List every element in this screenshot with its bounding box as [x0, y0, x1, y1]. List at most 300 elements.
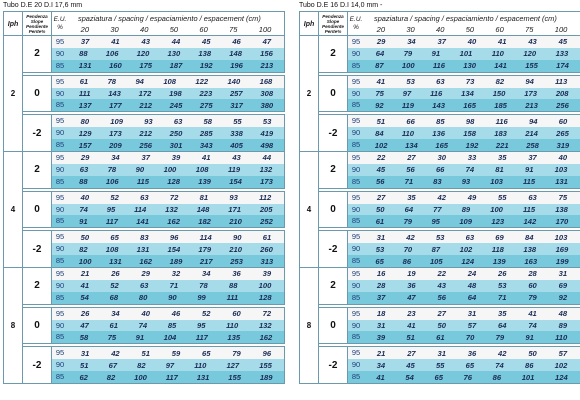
flow-value: 165: [435, 140, 449, 150]
spacing-cm: 60: [495, 25, 504, 34]
flow-value: 111: [78, 89, 91, 98]
eu-column: [52, 36, 69, 73]
slope-block-row: [4, 115, 285, 152]
flow-value: 143: [432, 100, 445, 110]
flow-value: 154: [167, 244, 181, 254]
iph-label: Iph: [303, 21, 315, 28]
flow-value: 59: [171, 348, 181, 358]
eu-value: 90: [348, 127, 364, 139]
flow-value: 100: [401, 61, 415, 71]
flow-value: 163: [524, 256, 538, 266]
table-row: [68, 176, 284, 188]
flow-value: 124: [461, 256, 475, 266]
flow-value: 97: [165, 360, 175, 370]
eu-value: 95: [348, 347, 364, 359]
table-row: [364, 255, 580, 267]
flow-value: 313: [260, 256, 274, 266]
flow-value: 115: [136, 177, 149, 187]
flow-value: 139: [492, 256, 506, 266]
flow-value: 100: [78, 256, 92, 266]
flow-value: 71: [169, 281, 179, 291]
slope-block-row: [4, 191, 285, 228]
flow-value: 64: [498, 321, 507, 331]
flow-value: 168: [259, 77, 273, 87]
eu-column: [52, 191, 69, 228]
flow-value: 199: [555, 256, 569, 266]
flow-value: 319: [556, 140, 570, 150]
flow-value: 24: [467, 269, 477, 279]
flow-value: 61: [109, 321, 118, 331]
slope-block-row: [4, 307, 285, 344]
eu-value: 90: [348, 88, 364, 100]
flow-value: 132: [259, 165, 273, 175]
slope-value: 0: [23, 191, 52, 228]
flow-value: 33: [467, 153, 477, 163]
eu-value: 95: [348, 115, 364, 127]
eu-value: 90: [52, 280, 68, 292]
flow-value: 72: [169, 193, 179, 203]
flow-value: 123: [491, 216, 505, 226]
flow-value: 46: [232, 37, 241, 47]
slope-block-row: [4, 347, 285, 384]
flow-value: 103: [554, 232, 568, 242]
flow-value: 131: [78, 61, 92, 71]
flow-value: 35: [498, 153, 507, 163]
values-column: [68, 36, 285, 73]
eu-value: 85: [52, 99, 68, 111]
flow-value: 80: [138, 293, 148, 303]
eu-value: 95: [52, 192, 68, 204]
flow-value: 18: [376, 309, 386, 319]
flow-value: 317: [230, 100, 243, 110]
eu-value: 90: [52, 320, 68, 332]
flow-value: 55: [435, 360, 445, 370]
eu-value: 90: [52, 88, 68, 100]
flow-value: 63: [528, 193, 537, 203]
eu-column: [348, 268, 365, 305]
flow-value: 133: [555, 49, 569, 59]
flow-value: 209: [109, 140, 122, 150]
flow-value: 87: [431, 244, 441, 254]
slope-block-row: [4, 231, 285, 268]
flow-value: 57: [558, 348, 568, 358]
flow-value: 62: [79, 372, 88, 382]
values-column: [364, 347, 580, 384]
flow-value: 155: [259, 360, 272, 370]
flow-value: 43: [232, 153, 241, 163]
flow-value: 130: [463, 61, 476, 71]
slope-value: 2: [23, 152, 52, 189]
flow-value: 101: [521, 372, 535, 382]
values-column: [68, 75, 285, 112]
iph-label: Iph: [7, 21, 19, 28]
flow-value: 90: [233, 232, 242, 242]
table-row: [68, 99, 284, 111]
values-column: [68, 231, 285, 268]
flow-value: 57: [467, 321, 477, 331]
eu-value: 85: [52, 215, 68, 227]
flow-value: 36: [232, 269, 241, 279]
spacing-cm: 60: [199, 25, 208, 34]
slope-block-row: [4, 36, 285, 73]
flow-value: 79: [528, 293, 537, 303]
eu-value: 90: [52, 204, 68, 216]
table-row: [68, 139, 284, 151]
flow-value: 41: [202, 153, 211, 163]
flow-value: 74: [528, 321, 537, 331]
flow-value: 81: [199, 193, 209, 203]
flow-value: 88: [228, 281, 238, 291]
flow-value: 338: [230, 128, 243, 138]
flow-value: 78: [107, 165, 117, 175]
slope-value: 2: [319, 36, 348, 73]
flow-value: 173: [524, 89, 537, 98]
spacing-cm: 75: [229, 25, 238, 34]
flow-value: 87: [375, 61, 384, 71]
flow-value: 213: [260, 61, 274, 71]
flow-value: 45: [406, 360, 415, 370]
flow-value: 405: [230, 140, 243, 150]
eu-value: 85: [348, 176, 364, 188]
flow-value: 44: [262, 153, 272, 163]
flow-value: 150: [492, 89, 506, 98]
flow-value: 60: [528, 281, 537, 291]
flow-value: 72: [262, 309, 272, 319]
eu-column: [348, 115, 365, 152]
flow-value: 70: [465, 332, 475, 342]
flow-value: 45: [202, 37, 211, 47]
table-row: [364, 204, 580, 216]
flow-value: 21: [376, 348, 386, 358]
flow-value: 169: [555, 244, 569, 254]
table-row: [364, 60, 580, 72]
flow-value: 36: [407, 281, 416, 291]
flow-value: 41: [111, 37, 120, 47]
flow-value: 58: [79, 332, 89, 342]
slope-label-line: Pente%: [324, 28, 342, 34]
flow-value: 94: [135, 77, 144, 87]
slope-value: -2: [319, 115, 348, 152]
flow-value: 102: [554, 360, 568, 370]
flow-value: 102: [374, 140, 388, 150]
flow-value: 52: [110, 193, 119, 203]
iph-value: 8: [300, 268, 319, 384]
flow-value: 88: [79, 49, 88, 59]
flow-value: 43: [141, 37, 150, 47]
table-row: [364, 359, 580, 371]
flow-value: 109: [459, 216, 472, 226]
flow-value: 42: [437, 193, 446, 203]
flow-value: 131: [196, 372, 210, 382]
table-row: [68, 48, 284, 60]
flow-value: 99: [197, 293, 206, 303]
eu-value: 85: [348, 99, 364, 111]
flow-value: 124: [555, 372, 568, 382]
flow-value: 55: [233, 116, 242, 126]
flow-value: 205: [259, 205, 273, 215]
flow-value: 41: [528, 309, 537, 319]
flow-value: 47: [80, 321, 89, 331]
flow-value: 55: [498, 193, 507, 203]
flow-value: 172: [138, 89, 152, 98]
flow-value: 41: [376, 77, 386, 87]
flow-value: 27: [376, 193, 386, 203]
eu-column: [348, 191, 365, 228]
flow-value: 26: [498, 269, 507, 279]
flow-value: 192: [465, 140, 479, 150]
flow-value: 223: [199, 89, 213, 98]
flow-value: 54: [80, 293, 89, 303]
table-row: [364, 280, 580, 292]
flow-value: 498: [260, 140, 274, 150]
table-row: [364, 320, 580, 332]
flow-value: 142: [523, 216, 537, 226]
flow-value: 78: [107, 77, 117, 87]
table-row: [68, 88, 284, 100]
flow-value: 65: [465, 360, 475, 370]
table-row: [364, 36, 580, 48]
eu-value: 85: [52, 331, 68, 343]
eu-value: 90: [348, 164, 364, 176]
flow-value: 75: [558, 193, 568, 203]
flow-value: 41: [498, 37, 507, 47]
flow-value: 37: [141, 153, 150, 163]
flow-value: 113: [555, 77, 568, 87]
flow-value: 96: [262, 348, 272, 358]
flow-value: 122: [195, 77, 209, 87]
header-spacing: [68, 12, 285, 36]
flow-value: 104: [163, 332, 177, 342]
slope-value: 2: [319, 268, 348, 305]
panel-tube-16mm: [299, 0, 580, 384]
flow-value: 61: [375, 216, 385, 226]
flow-value: 110: [194, 360, 207, 370]
table-row: [68, 127, 284, 139]
flow-value: 275: [199, 100, 213, 110]
flow-value: 63: [173, 116, 183, 126]
eu-value: 95: [348, 152, 364, 164]
eu-value: 85: [348, 139, 364, 151]
flow-value: 102: [459, 244, 473, 254]
flow-value: 66: [435, 165, 445, 175]
slope-block-row: [300, 36, 580, 73]
flow-value: 48: [558, 309, 568, 319]
flow-value: 162: [139, 256, 153, 266]
flow-value: 94: [529, 116, 538, 126]
flow-value: 131: [555, 177, 568, 187]
flow-value: 158: [463, 128, 476, 138]
flow-value: 43: [437, 281, 446, 291]
flow-value: 42: [111, 348, 120, 358]
table-row: [68, 255, 284, 267]
flow-value: 28: [528, 269, 537, 279]
slope-value: 0: [319, 191, 348, 228]
flow-value: 37: [80, 37, 90, 47]
table-row: [68, 215, 284, 227]
flow-value: 175: [139, 61, 153, 71]
flow-value: 106: [105, 49, 119, 59]
flow-value: 120: [523, 49, 537, 59]
spacing-cm: 30: [406, 25, 415, 34]
flow-value: 162: [167, 216, 180, 226]
slope-value: -2: [23, 347, 52, 384]
flow-value: 132: [165, 205, 178, 215]
flow-value: 48: [467, 281, 477, 291]
flow-value: 19: [407, 269, 416, 279]
eu-value: 85: [52, 139, 68, 151]
flow-value: 210: [229, 244, 242, 254]
eu-value: 95: [348, 36, 364, 48]
eu-label-line: E.U.: [349, 15, 363, 23]
flow-value: 221: [495, 140, 509, 150]
flow-value: 212: [139, 128, 153, 138]
flow-value: 47: [262, 37, 272, 47]
flow-value: 171: [228, 205, 241, 215]
table-row: [68, 347, 284, 359]
flow-value: 29: [141, 269, 150, 279]
flow-value: 156: [260, 49, 273, 59]
slope-value: 2: [23, 268, 52, 305]
flow-value: 92: [558, 293, 568, 303]
flow-value: 39: [262, 269, 272, 279]
flow-table: [299, 11, 580, 384]
flow-value: 63: [465, 232, 475, 242]
eu-value: 90: [348, 204, 364, 216]
flow-value: 65: [110, 232, 119, 242]
table-row: [364, 88, 580, 100]
flow-value: 419: [260, 128, 274, 138]
flow-value: 140: [227, 77, 241, 87]
flow-value: 91: [525, 332, 534, 342]
eu-value: 95: [52, 36, 68, 48]
eu-value: 95: [348, 76, 364, 88]
table-row: [364, 308, 580, 320]
spacing-cm: 50: [465, 25, 475, 34]
flow-value: 165: [463, 100, 476, 110]
flow-value: 185: [494, 100, 507, 110]
values-column: [68, 191, 285, 228]
flow-value: 91: [431, 49, 441, 59]
flow-value: 37: [376, 293, 386, 303]
header-row: [4, 12, 285, 36]
flow-value: 154: [229, 177, 242, 187]
flow-value: 40: [80, 193, 90, 203]
table-row: [68, 192, 284, 204]
flow-value: 118: [491, 244, 504, 254]
flow-value: 81: [495, 165, 504, 175]
flow-value: 89: [558, 321, 568, 331]
flow-value: 78: [199, 281, 208, 291]
iph-value: 2: [4, 36, 23, 152]
flow-value: 41: [80, 281, 90, 291]
header-slope: [23, 12, 52, 36]
flow-value: 128: [258, 293, 272, 303]
eu-value: 95: [52, 76, 68, 88]
eu-value: 85: [348, 371, 364, 383]
eu-value: 95: [348, 192, 364, 204]
flow-value: 77: [433, 205, 442, 215]
flow-value: 114: [199, 232, 212, 242]
flow-value: 100: [134, 372, 147, 382]
eu-value: 85: [52, 371, 68, 383]
eu-column: [348, 307, 365, 344]
flow-value: 39: [171, 153, 181, 163]
flow-value: 148: [196, 205, 210, 215]
flow-value: 45: [376, 165, 386, 175]
flow-value: 36: [467, 348, 477, 358]
flow-value: 35: [407, 193, 416, 203]
flow-value: 53: [406, 77, 415, 87]
slope-value: -2: [23, 115, 52, 152]
table-row: [68, 204, 284, 216]
table-row: [68, 36, 284, 48]
flow-value: 130: [167, 49, 181, 59]
header-eu: [52, 12, 69, 36]
panel-title: Tubo D.E 16 D.I 14,0 mm -: [299, 2, 383, 9]
flow-value: 119: [401, 100, 414, 110]
slope-block-row: [4, 75, 285, 112]
flow-value: 47: [407, 293, 416, 303]
flow-value: 22: [376, 153, 386, 163]
flow-value: 143: [108, 89, 121, 98]
table-row: [364, 215, 580, 227]
values-column: [364, 268, 580, 305]
table-row: [364, 371, 580, 383]
eu-column: [348, 36, 365, 73]
eu-value: 85: [348, 215, 364, 227]
flow-value: 51: [376, 116, 386, 126]
flow-value: 135: [227, 332, 241, 342]
flow-value: 63: [140, 193, 149, 203]
values-column: [364, 115, 580, 152]
eu-value: 95: [52, 347, 68, 359]
flow-value: 75: [375, 89, 384, 98]
slope-label-line: Pendiente: [322, 23, 344, 29]
eu-value: 90: [348, 320, 364, 332]
flow-value: 51: [141, 348, 150, 358]
slope-block-row: [300, 115, 580, 152]
flow-value: 39: [376, 332, 386, 342]
flow-value: 106: [105, 177, 119, 187]
flow-value: 105: [429, 256, 443, 266]
flow-value: 42: [406, 232, 415, 242]
flow-value: 50: [437, 321, 446, 331]
flow-value: 64: [404, 205, 414, 215]
flow-value: 132: [258, 321, 272, 331]
flow-value: 210: [229, 216, 242, 226]
flow-value: 65: [434, 372, 443, 382]
table-row: [68, 164, 284, 176]
flow-value: 68: [109, 293, 119, 303]
flow-value: 53: [435, 232, 445, 242]
flow-value: 110: [555, 332, 568, 342]
table-row: [68, 76, 284, 88]
flow-value: 40: [467, 37, 477, 47]
eu-value: 95: [52, 268, 68, 280]
flow-value: 31: [376, 321, 386, 331]
flow-value: 138: [523, 244, 537, 254]
flow-value: 29: [80, 153, 90, 163]
flow-value: 93: [144, 116, 153, 126]
flow-value: 31: [80, 348, 90, 358]
flow-value: 27: [407, 153, 416, 163]
flow-value: 64: [375, 49, 385, 59]
flow-value: 245: [169, 100, 183, 110]
flow-value: 31: [376, 232, 386, 242]
flow-value: 28: [376, 281, 386, 291]
spacing-cm: 40: [436, 25, 445, 34]
flow-value: 85: [167, 321, 177, 331]
